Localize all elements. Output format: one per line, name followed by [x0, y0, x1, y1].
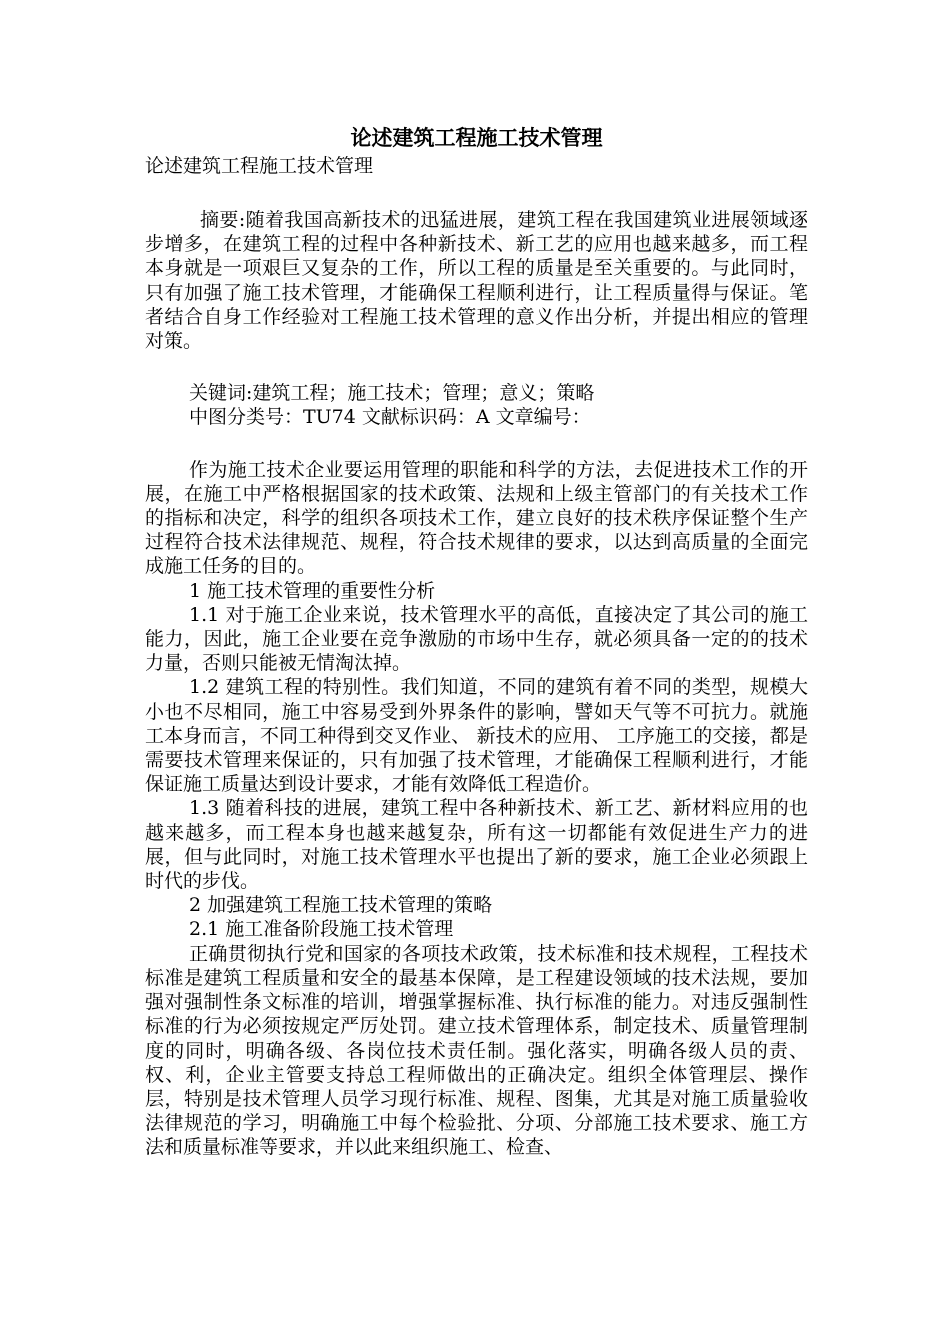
abstract-paragraph: 摘要:随着我国高新技术的迅猛进展，建筑工程在我国建筑业进展领域逐步增多，在建筑工程的过程中各种新技术、新工艺的应用也越来越多，而工程本身就是一项艰巨又复杂的工作，所以工程的质量是至关重要的。与此同时，只有加强了施工技术管理，才能确保工程顺利进行，让工程质量得与保证。笔者结合自身工作经验对工程施工技术管理的意义作出分析，并提出相应的管理对策。: [145, 209, 808, 353]
paragraph-1-3: 1.3 随着科技的进展，建筑工程中各种新技术、新工艺、新材料应用的也越来越多，而工程本身也越来越复杂，所有这一切都能有效促进生产力的进展，但与此同时，对施工技术管理水平也提出了新的要求，施工企业必须跟上时代的步伐。: [145, 797, 808, 893]
section-heading-2: 2 加强建筑工程施工技术管理的策略: [189, 894, 493, 917]
keywords-line: 关键词:建筑工程；施工技术；管理；意义；策略: [189, 382, 595, 405]
blank-line: [145, 430, 808, 458]
classification-line: 中图分类号：TU74 文献标识码：A 文章编号：: [189, 406, 591, 429]
subsection-heading-2-1: 2.1 施工准备阶段施工技术管理: [189, 918, 454, 941]
paragraph-1-1: 1.1 对于施工企业来说，技术管理水平的高低，直接决定了其公司的施工能力，因此，施工企业要在竞争激励的市场中生存，就必须具备一定的的技术力量，否则只能被无情淘汰掉。: [145, 603, 808, 675]
document-subtitle: 论述建筑工程施工技术管理: [145, 155, 374, 177]
section-heading-1: 1 施工技术管理的重要性分析: [189, 579, 436, 602]
document-title: 论述建筑工程施工技术管理: [350, 125, 603, 150]
blank-line: [145, 353, 808, 381]
document-page: [145, 124, 808, 1160]
paragraph-2-1: 正确贯彻执行党和国家的各项技术政策，技术标准和技术规程，工程技术标准是建筑工程质量和安全的最基本保障，是工程建设领域的技术法规，要加强对强制性条文标准的培训，增强掌握标准、执行标准的能力。对违反强制性标准的行为必须按规定严厉处罚。建立技术管理体系，制定技术、质量管理制度的同时，明确各级、各岗位技术责任制。强化落实，明确各级人员的责、权、利，企业主管要支持总工程师做出的正确决定。组织全体管理层、操作层，特别是技术管理人员学习现行标准、规程、图集，尤其是对施工质量验收法律规范的学习，明确施工中每个检验批、分项、分部施工技术要求、施工方法和质量标准等要求，并以此来组织施工、检查、: [145, 942, 808, 1159]
blank-line: [145, 180, 808, 208]
intro-paragraph: 作为施工技术企业要运用管理的职能和科学的方法，去促进技术工作的开展，在施工中严格根据国家的技术政策、法规和上级主管部门的有关技术工作的指标和决定，科学的组织各项技术工作，建立良好的技术秩序保证整个生产过程符合技术法律规范、规程，符合技术规律的要求，以达到高质量的全面完成施工任务的目的。: [145, 458, 808, 578]
paragraph-1-2: 1.2 建筑工程的特别性。我们知道，不同的建筑有着不同的类型，规模大小也不尽相同，施工中容易受到外界条件的影响，譬如天气等不可抗力。就施工本身而言，不同工种得到交叉作业、 新技术的应用、 工序施工的交接，都是需要技术管理来保证的，只有加强了技术管理，才能确保工程顺利进行，才能保证施工质量达到设计要求，才能有效降低工程造价。: [145, 676, 808, 796]
